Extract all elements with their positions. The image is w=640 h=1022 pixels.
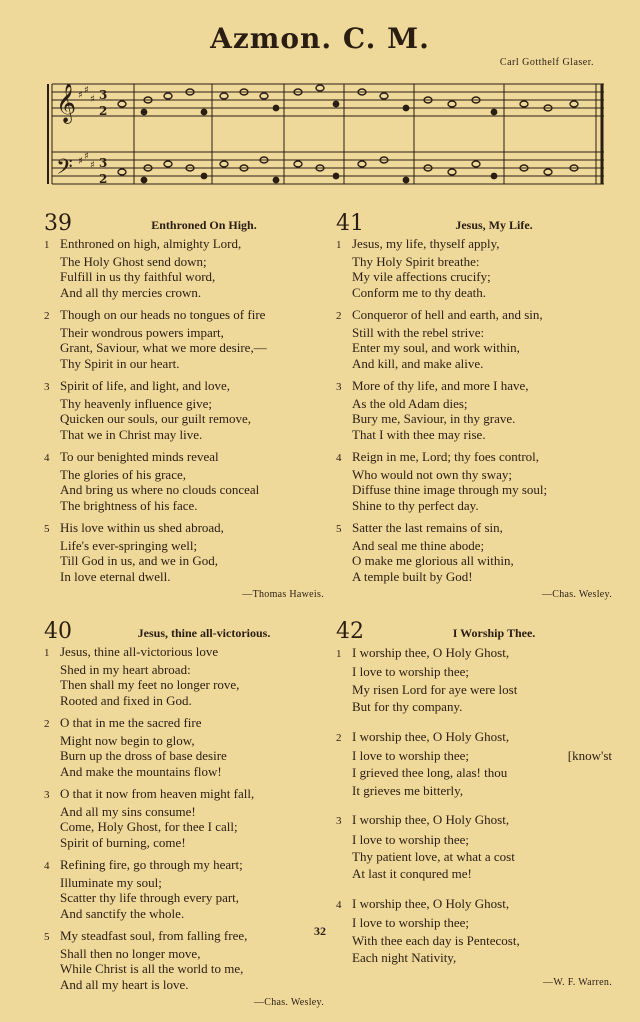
stanza-number: 4 <box>44 860 50 872</box>
stanza-number: 4 <box>336 898 342 911</box>
svg-text:♯: ♯ <box>78 90 83 101</box>
verse-line: 5 My steadfast soul, from falling free, <box>44 928 324 946</box>
stanza <box>336 307 612 371</box>
stanza-number: 1 <box>336 239 342 251</box>
verse-line: Still with the rebel strive: <box>352 324 485 340</box>
hymn-attribution: —W. F. Warren. <box>543 976 612 988</box>
verse-line: 3 More of thy life, and more I have, <box>336 378 612 396</box>
hymn-number: 40 <box>44 619 72 644</box>
stanza-number: 3 <box>336 381 342 393</box>
verse-line: Their wondrous powers impart, <box>60 324 224 340</box>
verse-line: 4 I worship thee, O Holy Ghost, <box>336 895 612 914</box>
verse-line: Bury me, Saviour, in thy grave. <box>352 411 516 426</box>
verse-line: O make me glorious all within, <box>352 553 514 568</box>
verse-line: 4 Refining fire, go through my heart; <box>44 857 324 875</box>
verse-line: 3 I worship thee, O Holy Ghost, <box>336 811 612 830</box>
verse-line: Diffuse thine image through my soul; <box>352 482 548 497</box>
stanza <box>44 857 324 921</box>
stanza-number: 2 <box>336 310 342 322</box>
verse-line: Quicken our souls, our guilt remove, <box>60 411 251 426</box>
svg-text:♯: ♯ <box>78 156 83 167</box>
stanza <box>44 786 324 850</box>
verse-line: And all my sins consume! <box>60 803 196 819</box>
verse-line: Shine to thy perfect day. <box>352 497 479 513</box>
verse-line: Might now begin to glow, <box>60 732 195 748</box>
hymn-title: Jesus, thine all-victorious. <box>137 626 271 640</box>
verse-line: That I with thee may rise. <box>352 426 486 442</box>
svg-text:𝄢: 𝄢 <box>56 155 73 185</box>
hymn-40 <box>44 619 324 1008</box>
stanza <box>44 378 324 442</box>
stanza-number: 1 <box>336 648 342 660</box>
verse-line: Then shall my feet no longer rove, <box>60 677 240 692</box>
verse-line: Illuminate my soul; <box>60 874 162 890</box>
hymn-title: Jesus, My Life. <box>455 218 533 232</box>
verse-line: Till God in us, and we in God, <box>60 553 219 568</box>
hymn-attribution: —Chas. Wesley. <box>541 589 612 600</box>
verse-line: 4 To our benighted minds reveal <box>44 449 324 467</box>
verse-line: And sanctify the whole. <box>60 905 185 921</box>
overflow-word: [know'st <box>567 748 612 764</box>
verse-line: 1 Enthroned on high, almighty Lord, <box>44 236 324 254</box>
verse-line: 3 O that it now from heaven might fall, <box>44 786 324 804</box>
verse-line: And kill, and make alive. <box>352 355 484 371</box>
tune-title: Azmon. C. M. <box>210 22 430 55</box>
hymn-attribution: —Chas. Wesley. <box>253 997 324 1008</box>
verse-line: 1 I worship thee, O Holy Ghost, <box>336 644 612 663</box>
hymn-number: 42 <box>336 619 364 644</box>
stanza <box>44 644 324 708</box>
stanza <box>44 236 324 300</box>
verse-line: And make the mountains flow! <box>60 763 222 779</box>
stanza <box>336 449 612 513</box>
stanza <box>336 644 612 716</box>
hymn-number: 39 <box>44 211 72 236</box>
verse-line: 1 Jesus, thine all-victorious love <box>44 644 324 662</box>
verse-line: 2 I worship thee, O Holy Ghost, <box>336 728 612 747</box>
hymn-title: Enthroned On High. <box>151 218 257 232</box>
verse-line: 2 Conqueror of hell and earth, and sin, <box>336 307 612 325</box>
verse-line: Conform me to thy death. <box>352 284 486 300</box>
verse-line: A temple built by God! <box>352 568 473 584</box>
verse-line: While Christ is all the world to me, <box>60 961 244 976</box>
hymn-attribution: —Thomas Haweis. <box>242 589 324 600</box>
verse-line: 5 His love within us shed abroad, <box>44 520 324 538</box>
svg-text:3: 3 <box>99 88 108 102</box>
verse-line: Spirit of burning, come! <box>60 834 186 850</box>
music-score <box>44 68 610 196</box>
verse-line: 1 Jesus, my life, thyself apply, <box>336 236 612 254</box>
verse-line: 3 Spirit of life, and light, and love, <box>44 378 324 396</box>
verse-line: Thy Holy Spirit breathe: <box>352 253 480 269</box>
svg-text:♯: ♯ <box>84 85 89 96</box>
hymn-39 <box>44 211 324 600</box>
stanza-number: 4 <box>44 452 50 464</box>
stanza <box>336 811 612 883</box>
verse-line: And all my heart is love. <box>60 976 189 992</box>
stanza-number: 1 <box>44 239 50 251</box>
stanza-number: 2 <box>336 731 342 744</box>
verse-line: Life's ever-springing well; <box>60 537 198 553</box>
svg-text:3: 3 <box>99 156 108 170</box>
svg-text:♯: ♯ <box>90 160 95 171</box>
verse-line: My vile affections crucify; <box>352 269 491 284</box>
verse-line: 5 Satter the last remains of sin, <box>336 520 612 538</box>
verse-line: The brightness of his face. <box>60 497 198 513</box>
stanza-number: 1 <box>44 647 50 659</box>
verse-line: At last it conqured me! <box>352 866 472 882</box>
verse-line: I love to worship thee; <box>352 664 469 680</box>
verse-line: 2 Though on our heads no tongues of fire <box>44 307 324 325</box>
verse-line: I love to worship thee; [know'st <box>352 748 612 764</box>
verse-line: Grant, Saviour, what we more desire,— <box>60 340 267 355</box>
verse-line: And seal me thine abode; <box>352 537 485 553</box>
verse-line: I grieved thee long, alas! thou <box>352 765 508 781</box>
stanza <box>44 307 324 371</box>
stanza-number: 3 <box>336 815 342 828</box>
stanza <box>336 378 612 442</box>
right-column <box>336 211 612 1002</box>
stanza <box>336 728 612 800</box>
verse-line: Shed in my heart abroad: <box>60 661 191 677</box>
verse-line: And bring us where no clouds conceal <box>60 482 260 497</box>
stanza-number: 5 <box>44 931 50 943</box>
verse-line: Rooted and fixed in God. <box>60 692 192 708</box>
verse-line: Come, Holy Ghost, for thee I call; <box>60 819 238 834</box>
verse-line: But for thy company. <box>352 699 463 715</box>
stanza-number: 2 <box>44 310 50 322</box>
verse-line: That we in Christ may live. <box>60 426 203 442</box>
verse-line: 2 O that in me the sacred fire <box>44 715 324 733</box>
verse-line: Each night Nativity, <box>352 950 457 966</box>
hymn-41 <box>336 211 612 600</box>
page-number: 32 <box>314 924 326 938</box>
verse-line: Shall then no longer move, <box>60 945 201 961</box>
stanza-number: 3 <box>44 381 50 393</box>
verse-line: In love eternal dwell. <box>60 568 171 584</box>
stanza-number: 3 <box>44 789 50 801</box>
verse-line: Thy heavenly influence give; <box>60 395 212 411</box>
stanza-number: 4 <box>336 452 342 464</box>
hymn-number: 41 <box>336 211 364 236</box>
verse-line: Thy patient love, at what a cost <box>352 849 515 865</box>
verse-line: It grieves me bitterly, <box>352 782 464 798</box>
verse-line: The Holy Ghost send down; <box>60 253 207 269</box>
verse-line: Scatter thy life through every part, <box>60 890 240 905</box>
stanza-number: 5 <box>44 523 50 535</box>
svg-text:♯: ♯ <box>90 94 95 105</box>
stanza <box>336 520 612 584</box>
stanza <box>336 236 612 300</box>
svg-text:𝄞: 𝄞 <box>56 83 77 123</box>
verse-line: With thee each day is Pentecost, <box>352 932 520 948</box>
svg-text:♯: ♯ <box>84 151 89 162</box>
left-column <box>44 211 324 1022</box>
verse-line: I love to worship thee; <box>352 915 469 931</box>
stanza <box>44 520 324 584</box>
verse-line: Enter my soul, and work within, <box>352 340 520 355</box>
composer-credit: Carl Gotthelf Glaser. <box>499 57 594 68</box>
verse-line: Thy Spirit in our heart. <box>60 355 180 371</box>
svg-text:2: 2 <box>99 104 108 118</box>
verse-line: Fulfill in us thy faithful word, <box>60 269 216 284</box>
verse-line: My risen Lord for aye were lost <box>352 681 518 697</box>
verse-line: The glories of his grace, <box>60 466 186 482</box>
hymn-title: I Worship Thee. <box>452 626 536 640</box>
stanza-number: 5 <box>336 523 342 535</box>
stanza-number: 2 <box>44 718 50 730</box>
verse-line: 4 Reign in me, Lord; thy foes control, <box>336 449 612 467</box>
svg-text:2: 2 <box>99 172 108 186</box>
stanza <box>44 715 324 779</box>
verse-line: As the old Adam dies; <box>352 395 468 411</box>
stanza <box>44 449 324 513</box>
verse-line: Burn up the dross of base desire <box>60 748 227 763</box>
verse-line: Who would not own thy sway; <box>352 466 512 482</box>
verse-line: I love to worship thee; <box>352 831 469 847</box>
verse-line: And all thy mercies crown. <box>60 284 202 300</box>
